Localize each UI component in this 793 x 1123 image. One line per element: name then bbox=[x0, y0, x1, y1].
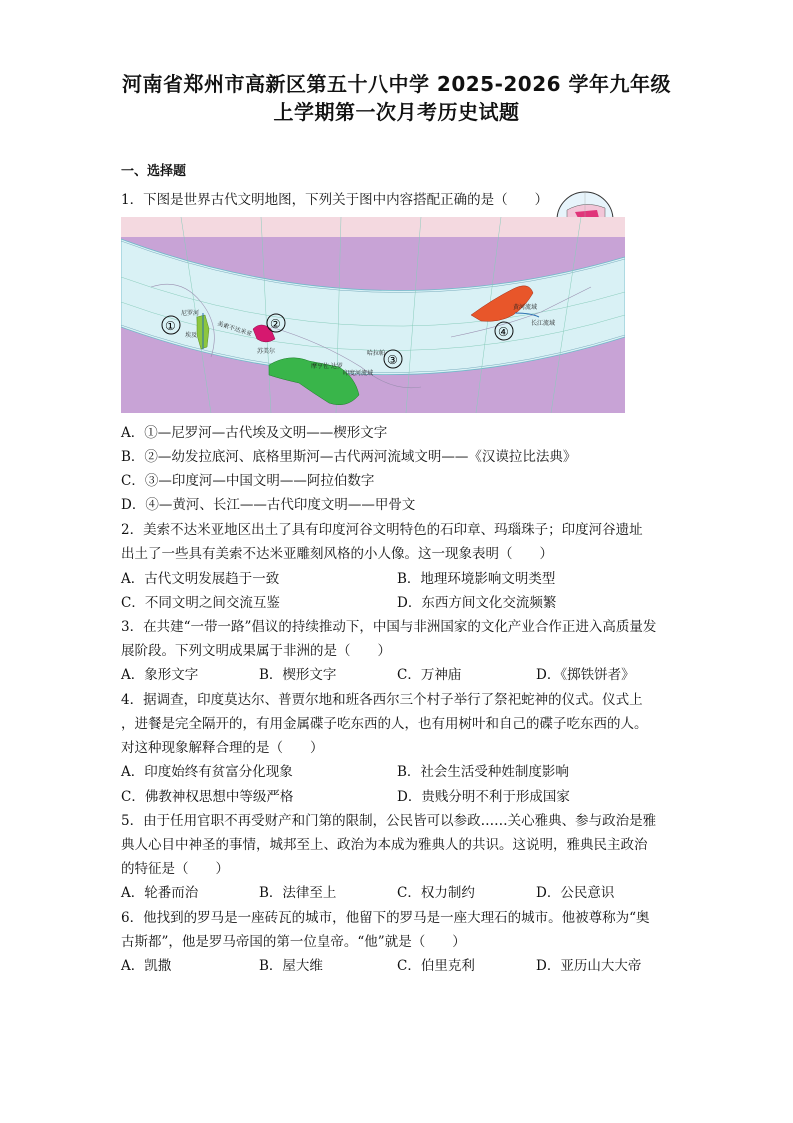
q1-option-b[interactable]: B．②—幼发拉底河、底格里斯河—古代两河流域文明——《汉谟拉比法典》 bbox=[121, 449, 577, 465]
question-1-stem: 1．下图是世界古代文明地图，下列关于图中内容搭配正确的是（ ） bbox=[121, 192, 549, 208]
exam-title-line2: 上学期第一次月考历史试题 bbox=[273, 100, 520, 124]
q4-option-c[interactable]: C．佛教神权思想中等级严格 bbox=[121, 789, 294, 805]
question-2-stem-line1: 2．美索不达米亚地区出土了具有印度河谷文明特色的石印章、玛瑙珠子；印度河谷遗址 bbox=[121, 522, 643, 538]
ancient-civilization-map bbox=[121, 217, 625, 413]
q2-option-a[interactable]: A．古代文明发展趋于一致 bbox=[121, 571, 280, 587]
q2-option-c[interactable]: C．不同文明之间交流互鉴 bbox=[121, 595, 280, 611]
question-6-stem-line1: 6．他找到的罗马是一座砖瓦的城市，他留下的罗马是一座大理石的城市。他被尊称为“奥 bbox=[121, 910, 650, 926]
question-5-stem-line3: 的特征是（ ） bbox=[121, 861, 229, 877]
q5-option-b[interactable]: B．法律至上 bbox=[259, 885, 337, 901]
q3-option-c[interactable]: C．万神庙 bbox=[397, 667, 462, 683]
map-label-egypt: 埃及 bbox=[185, 332, 198, 339]
map-num-2: ② bbox=[270, 317, 281, 331]
question-2-stem-line2: 出土了一些具有美索不达米亚雕刻风格的小人像。这一现象表明（ ） bbox=[121, 546, 553, 562]
q5-option-d[interactable]: D．公民意识 bbox=[536, 885, 615, 901]
question-3-stem-line1: 3．在共建“一带一路”倡议的持续推动下，中国与非洲国家的文化产业合作正进入高质量发 bbox=[121, 619, 657, 635]
q5-option-c[interactable]: C．权力制约 bbox=[397, 885, 475, 901]
question-6-stem-line2: 古斯都”，他是罗马帝国的第一位皇帝。“他”就是（ ） bbox=[121, 934, 466, 950]
question-5-stem-line1: 5．由于任用官职不再受财产和门第的限制，公民皆可以参政……关心雅典、参与政治是雅 bbox=[121, 813, 657, 829]
map-label-nile: 尼罗河 bbox=[181, 310, 200, 317]
question-4-stem-line1: 4．据调查，印度莫达尔、普贾尔地和班各西尔三个村子举行了祭祀蛇神的仪式。仪式上 bbox=[121, 692, 643, 708]
q1-option-d[interactable]: D．④—黄河、长江——古代印度文明——甲骨文 bbox=[121, 497, 416, 513]
section-heading: 一、选择题 bbox=[121, 164, 187, 179]
q2-option-d[interactable]: D．东西方间文化交流频繁 bbox=[397, 595, 557, 611]
map-num-1: ① bbox=[165, 319, 176, 333]
question-4-stem-line2: ，进餐是完全隔开的，有用金属碟子吃东西的人，也有用树叶和自己的碟子吃东西的人。 bbox=[121, 716, 648, 732]
q2-option-b[interactable]: B．地理环境影响文明类型 bbox=[397, 571, 556, 587]
q6-option-c[interactable]: C．伯里克利 bbox=[397, 958, 475, 974]
q4-option-d[interactable]: D．贵贱分明不利于形成国家 bbox=[397, 789, 570, 805]
map-label-yangtze: 长江流域 bbox=[531, 320, 556, 327]
map-label-harappa: 哈拉帕 bbox=[367, 350, 386, 357]
q4-option-b[interactable]: B．社会生活受种姓制度影响 bbox=[397, 764, 569, 780]
map-label-indus: 印度河流域 bbox=[343, 370, 374, 377]
question-4-stem-line3: 对这种现象解释合理的是（ ） bbox=[121, 740, 324, 756]
q1-option-a[interactable]: A．①—尼罗河—古代埃及文明——楔形文字 bbox=[121, 425, 388, 441]
map-label-sumer: 苏美尔 bbox=[257, 348, 276, 355]
question-5-stem-line2: 典人心目中神圣的事情，城邦至上、政治为本成为雅典人的共识。这说明，雅典民主政治 bbox=[121, 837, 648, 853]
map-label-yellow-river: 黄河流域 bbox=[513, 304, 538, 311]
map-num-3: ③ bbox=[387, 353, 398, 367]
q1-option-c[interactable]: C．③—印度河—中国文明——阿拉伯数字 bbox=[121, 473, 375, 489]
map-num-4: ④ bbox=[498, 325, 509, 339]
map-label-mesopotamia: 美索不达米亚 bbox=[216, 320, 253, 339]
map-label-mohenjo: 摩亨佐·达罗 bbox=[311, 363, 343, 370]
q6-option-d[interactable]: D．亚历山大大帝 bbox=[536, 958, 642, 974]
q3-option-a[interactable]: A．象形文字 bbox=[121, 667, 199, 683]
q6-option-b[interactable]: B．屋大维 bbox=[259, 958, 323, 974]
q5-option-a[interactable]: A．轮番而治 bbox=[121, 885, 199, 901]
q6-option-a[interactable]: A．凯撒 bbox=[121, 958, 172, 974]
question-3-stem-line2: 展阶段。下列文明成果属于非洲的是（ ） bbox=[121, 643, 391, 659]
q4-option-a[interactable]: A．印度始终有贫富分化现象 bbox=[121, 764, 293, 780]
exam-title-line1: 河南省郑州市高新区第五十八中学 2025-2026 学年九年级 bbox=[121, 72, 672, 96]
q3-option-b[interactable]: B．楔形文字 bbox=[259, 667, 337, 683]
q3-option-d[interactable]: D．《掷铁饼者》 bbox=[536, 667, 635, 683]
